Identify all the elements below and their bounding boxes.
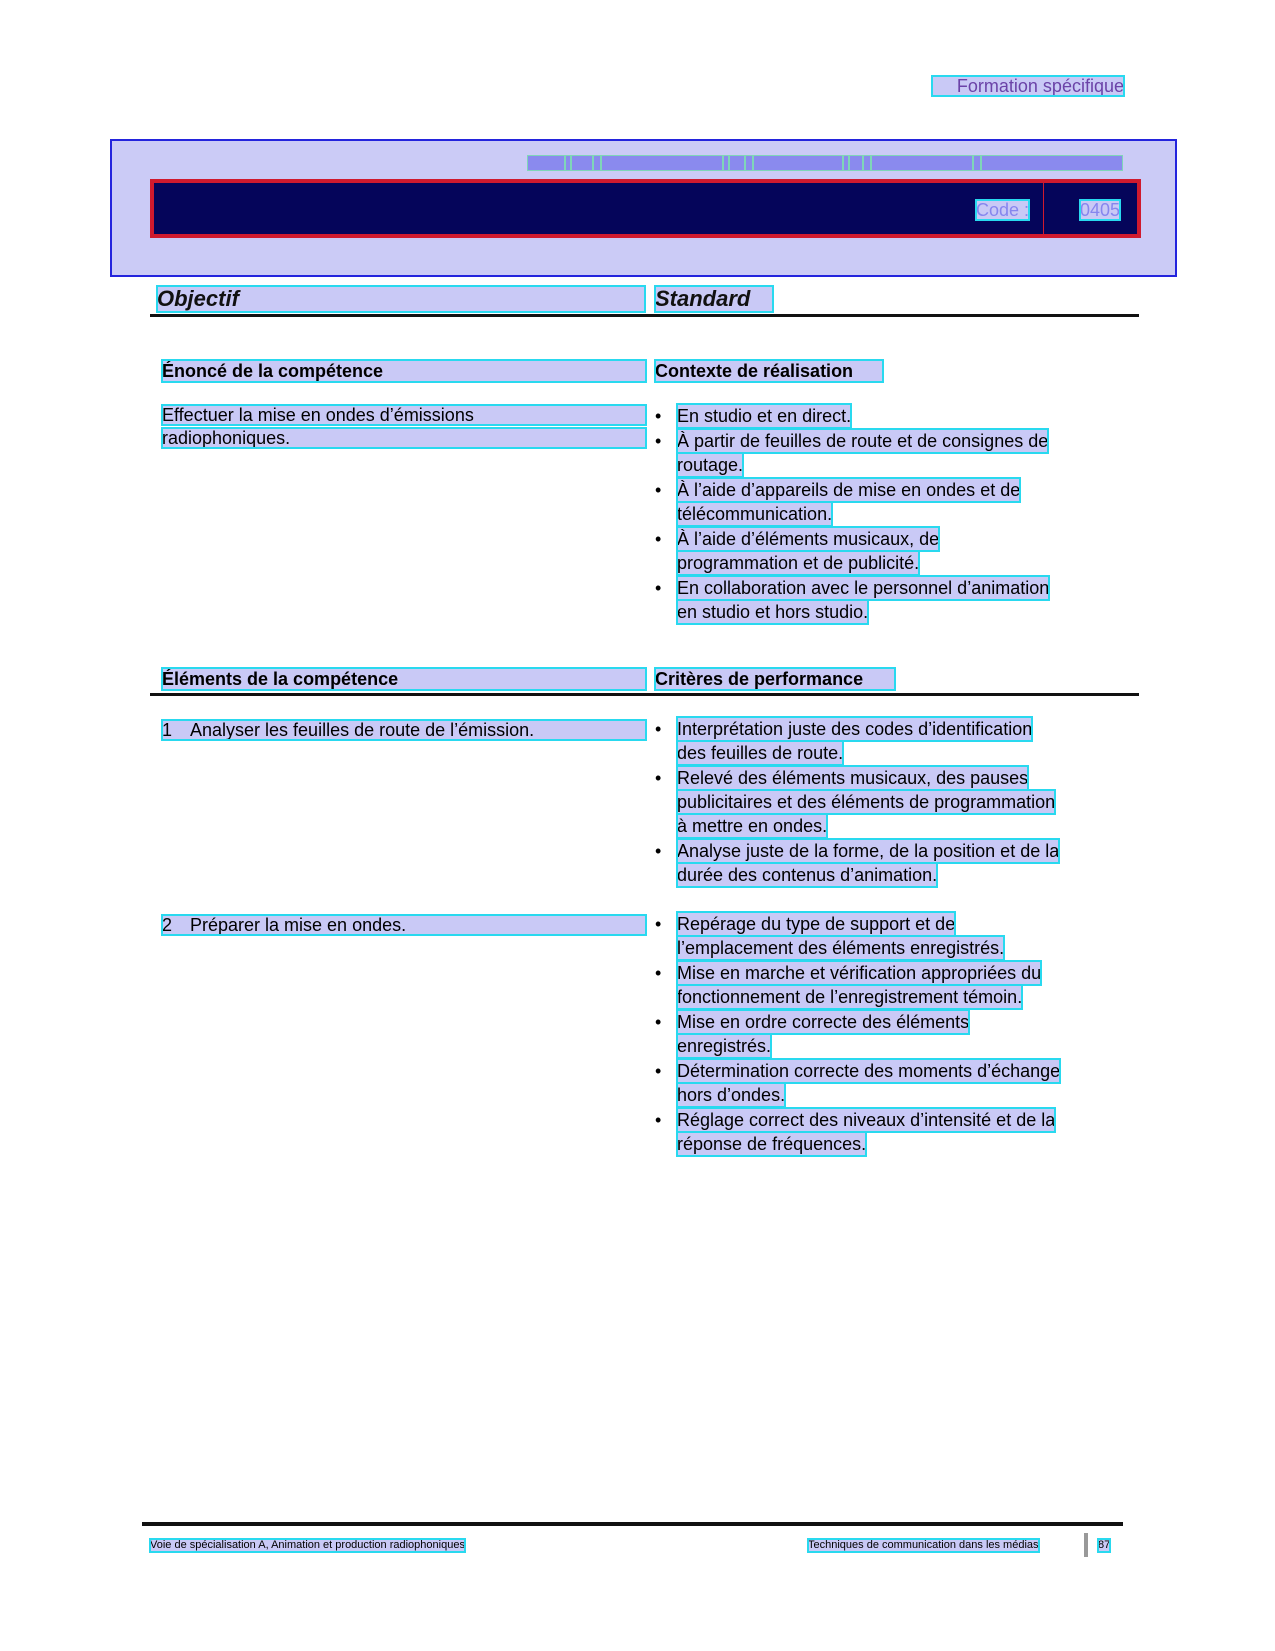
enonce-line: radiophoniques.: [162, 428, 646, 448]
criteria-line: hors d’ondes.: [677, 1085, 786, 1105]
enonce-text: [162, 405, 646, 448]
contexte-item: [655, 404, 1125, 428]
footer-rule: [142, 1522, 1123, 1526]
elements-divider: [150, 693, 1139, 696]
title-segment: [981, 155, 1123, 171]
contexte-line: routage.: [677, 455, 744, 475]
criteria-list: [655, 912, 1125, 1157]
criteria-line: Repérage du type de support et de: [677, 914, 956, 934]
element-number: 2: [162, 915, 173, 935]
criteria-item: [655, 839, 1125, 887]
element-label: Analyser les feuilles de route de l’émission.: [190, 720, 535, 740]
contexte-item: [655, 527, 1125, 575]
criteria-list: [655, 717, 1125, 888]
contexte-line: en studio et hors studio.: [677, 602, 869, 622]
criteria-item: [655, 961, 1125, 1009]
criteria-item: [655, 1108, 1125, 1156]
code-divider: [1043, 183, 1044, 234]
criteria-line: durée des contenus d’animation.: [677, 865, 938, 885]
footer-document-title: Techniques de communication dans les médias: [808, 1539, 1039, 1551]
criteria-line: Mise en marche et vérification appropriées du: [677, 963, 1042, 983]
criteria-line: Interprétation juste des codes d’identification: [677, 719, 1033, 739]
title-segment: [601, 155, 723, 171]
contexte-list: [655, 404, 1125, 625]
title-segment: [571, 155, 593, 171]
title-segment: [973, 155, 981, 171]
criteria-line: réponse de fréquences.: [677, 1134, 867, 1154]
objectif-heading: Objectif: [157, 286, 645, 312]
element-item: [162, 720, 646, 740]
competency-title-bar: [527, 155, 1123, 171]
criteria-line: Analyse juste de la forme, de la position et de la: [677, 841, 1060, 861]
criteria-line: l’emplacement des éléments enregistrés.: [677, 938, 1005, 958]
contexte-line: télécommunication.: [677, 504, 833, 524]
title-segment: [849, 155, 863, 171]
page-number: 87: [1098, 1539, 1111, 1551]
footer-separator: [1084, 1533, 1088, 1557]
criteria-item: [655, 1059, 1125, 1107]
contexte-item: [655, 576, 1125, 624]
title-segment: [729, 155, 745, 171]
title-segment: [863, 155, 871, 171]
criteria-item: [655, 912, 1125, 960]
code-value: 0405: [1080, 200, 1121, 220]
contexte-line: À partir de feuilles de route et de consignes de: [677, 431, 1049, 451]
standard-heading: Standard: [655, 286, 773, 312]
criteria-item: [655, 1010, 1125, 1058]
document-section-label: Formation spécifique: [932, 76, 1124, 96]
contexte-line: À l’aide d’éléments musicaux, de: [677, 529, 940, 549]
contexte-line: En collaboration avec le personnel d’animation: [677, 578, 1050, 598]
criteria-line: Relevé des éléments musicaux, des pauses: [677, 768, 1029, 788]
criteria-line: Mise en ordre correcte des éléments: [677, 1012, 970, 1032]
criteria-line: Réglage correct des niveaux d’intensité et de la: [677, 1110, 1056, 1130]
criteria-line: publicitaires et des éléments de programmation: [677, 792, 1056, 812]
criteria-heading: Critères de performance: [655, 668, 895, 690]
criteria-line: enregistrés.: [677, 1036, 772, 1056]
contexte-item: [655, 478, 1125, 526]
contexte-line: À l’aide d’appareils de mise en ondes et de: [677, 480, 1021, 500]
code-label: Code :: [976, 200, 1030, 220]
criteria-line: à mettre en ondes.: [677, 816, 828, 836]
element-item: [162, 915, 646, 935]
title-segment: [753, 155, 843, 171]
contexte-line: programmation et de publicité.: [677, 553, 920, 573]
criteria-line: Détermination correcte des moments d’échange: [677, 1061, 1061, 1081]
elements-heading: Éléments de la compétence: [162, 668, 646, 690]
contexte-heading: Contexte de réalisation: [655, 360, 883, 382]
title-segment: [593, 155, 601, 171]
criteria-line: des feuilles de route.: [677, 743, 844, 763]
section-divider: [150, 314, 1139, 317]
criteria-item: [655, 766, 1125, 838]
element-label: Préparer la mise en ondes.: [190, 915, 407, 935]
title-segment: [745, 155, 753, 171]
criteria-line: fonctionnement de l’enregistrement témoin.: [677, 987, 1023, 1007]
enonce-heading: Énoncé de la compétence: [162, 360, 646, 382]
contexte-item: [655, 429, 1125, 477]
title-segment: [871, 155, 973, 171]
footer-program-title: Voie de spécialisation A, Animation et production radiophoniques: [150, 1539, 465, 1551]
enonce-line: Effectuer la mise en ondes d’émissions: [162, 405, 646, 425]
criteria-item: [655, 717, 1125, 765]
title-segment: [527, 155, 565, 171]
element-number: 1: [162, 720, 173, 740]
contexte-line: En studio et en direct.: [677, 406, 852, 426]
